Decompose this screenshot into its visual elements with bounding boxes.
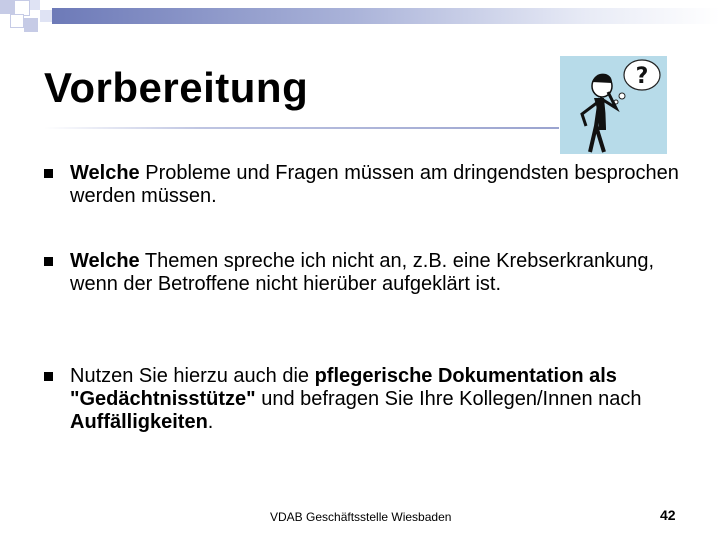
page-number: 42 — [660, 507, 676, 523]
slide-footer: VDAB Geschäftsstelle Wiesbaden — [270, 510, 452, 524]
header-gradient-bar — [52, 8, 720, 24]
square-bullet-icon — [44, 257, 53, 266]
bullet-text: und befragen Sie Ihre Kollegen/Innen nach — [255, 388, 642, 410]
bullet-lead-text: Welche — [70, 250, 140, 272]
svg-text:?: ? — [635, 64, 649, 89]
bullet-item — [44, 162, 680, 208]
bullet-text: . — [207, 411, 214, 433]
thinking-person-illustration — [559, 55, 668, 155]
bullet-emphasis-text: pflegerische Dokumentation als "Gedächtnisstütze" — [70, 365, 617, 410]
bullet-item — [44, 365, 690, 434]
bullet-text: Themen spreche ich nicht an, z.B. eine Krebserkrankung, wenn der Betroffene nicht hierüber aufgeklärt ist. — [70, 250, 655, 295]
bullet-item — [44, 250, 680, 296]
square-bullet-icon — [44, 169, 53, 178]
bullet-lead-text: Welche — [70, 162, 140, 184]
slide-title: Vorbereitung — [44, 64, 309, 111]
square-bullet-icon — [44, 372, 53, 381]
bullet-text: Probleme und Fragen müssen am dringendsten besprochen werden müssen. — [70, 162, 679, 207]
bullet-text: Nutzen Sie hierzu auch die — [70, 365, 315, 387]
title-underline — [44, 127, 564, 129]
thinking-person-icon — [560, 56, 667, 154]
bullet-emphasis-text: Auffälligkeiten — [70, 411, 208, 433]
